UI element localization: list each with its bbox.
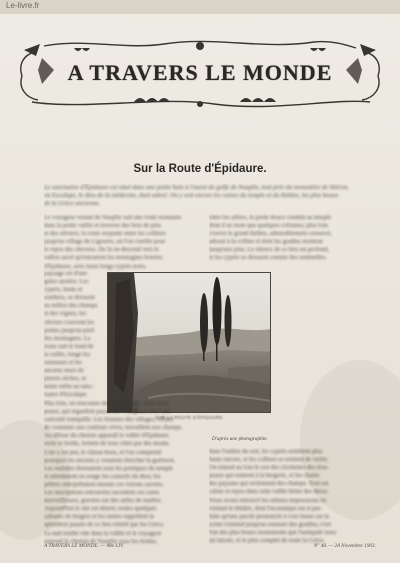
text-line: Au détour du chemin apparaît la vallée d'Épidaure, [44,432,170,440]
text-line: cabanes de bergers et les ruines rappellent la [44,513,155,521]
text-line: calme et repos dans cette vallée bénie des dieux. [209,488,329,496]
text-line: s'ouvre le grand théâtre, admirablement conservé, [209,230,332,238]
text-line: de costumes aux couleurs vives, travaillent aux champs. [44,424,183,432]
text-line: l'un des plus beaux monuments que l'antiquité nous [209,528,337,536]
text-line: paysage est d'une [44,270,88,277]
text-line: la vallée, longe les [44,350,91,358]
viewer-caption: Le-livre.fr [6,1,40,10]
text-line: reprend le chemin de Nauplie sous les étoiles. [44,537,158,545]
text-line: où Esculape, le dieu de la médecine, était adoré. On y voit encore les ruines du temple et du théâtre, les plus beaux [44,192,339,200]
text-line: Le sanctuaire d'Épidaure est situé dans une petite baie à l'ouest du golfe de Nauplie, tout près du monastère de Hiéron, [44,184,349,191]
text-line: Aujourd'hui le site est désert; seules quelques [44,505,157,513]
article-title: Sur la Route d'Épidaure. [133,163,267,175]
text-line: de la Grèce ancienne. [44,200,101,208]
text-line: jusqu'au village de Ligourio, où l'on s'arrête pour [44,238,166,246]
page-footer [44,543,376,553]
masthead [14,40,386,112]
masthead-title: A TRAVERS LE MONDE [67,60,333,85]
column-left-top [44,214,204,271]
text-line: cyprès, hauts et [44,286,83,294]
text-line: mène enfin au sanc- [44,383,94,391]
column-left-narrow [44,270,110,400]
text-line: Plus loin, on rencontre des bergers avec leurs trou- [44,400,170,407]
text-line: visitant le théâtre, dont l'acoustique est si par- [209,504,323,512]
text-line: prêtres interprétaient ensuite ces visions sacrées. [44,480,164,488]
text-line: On entend au loin le son des clochettes des trou- [209,464,329,472]
text-line: hauts encore, et les collines se teintent de violet. [209,456,329,464]
column-left-bottom [44,400,208,546]
photo-credit: D'après une photographie. [212,436,268,442]
text-line: dont il ne reste que quelques colonnes; plus loin [209,222,328,230]
text-line: des paysans qui reviennent des champs. Tout est [209,480,329,488]
text-line: tuaire d'Esculape. [44,391,88,399]
text-line: verte et fertile, fermée de tous côtés par des monts. [44,440,170,448]
article-intro [44,184,376,208]
text-line: splendeur passée de ce lieu vénéré par les Grecs. [44,521,165,529]
text-line: ruisseaux et les [44,359,82,367]
column-right-top [209,214,376,263]
text-line: grâce austère. Les [44,278,89,286]
footer-issue: N° 48. — 28 Novembre 1903. [313,543,376,549]
text-line: et des oliviers; la route serpente entre les collines [44,230,166,238]
text-line: pentes jusqu'au pied [44,326,94,334]
text-line: La nuit tombe vite dans la vallée et le voyageur [44,529,162,537]
text-line: des montagnes. La [44,334,91,342]
text-line: et des vignes; les [44,310,87,318]
text-line: Les inscriptions retrouvées racontent ces cures [44,489,160,497]
text-line: vallon sacré qu'entourent les montagnes boisées [44,254,163,262]
text-line: dans la petite vallée et traverse des bois de pins [44,222,162,230]
text-line: adossé à la colline et dont les gradins montent [209,238,323,246]
landscape-photo [107,272,271,413]
photo-caption-text: SUR LA ROUTE D'ÉPIDAURE [155,415,223,420]
text-line: pierres sèches, et [44,375,87,383]
text-line: oliviers couvrent les [44,318,95,326]
cypress-landscape-image [108,273,271,413]
text-line: au milieu des champs [44,302,98,310]
text-line: jusqu'aux pins. Le silence de ce lieu est profond, [209,246,330,254]
text-line: merveilleuses, gravées sur des stèles de marbre. [44,497,163,505]
text-line: pourquoi les anciens y venaient chercher la guérison. [44,456,176,464]
text-line: d'Épidaure, avec leurs longs cyprès noirs. [44,262,147,270]
text-line: et les cyprès se dressent comme des sentinelles. [209,254,327,262]
footer-publication: A TRAVERS LE MONDE. — 48e LIV. [44,543,124,549]
text-line: ait laissés, et le plus complet de toute la Grèce. [209,537,325,545]
text-line: Le voyageur venant de Nauplie suit une route montante [44,214,182,221]
text-line: Nous avons retrouvé les mêmes impressions en [209,496,327,504]
text-line: curiosité tranquille. Les femmes des villages, vêtues [44,416,174,424]
text-line: L'air y est pur, le climat doux, et l'on comprend [44,448,161,456]
text-line: route suit le fond de [44,342,94,350]
text-line: faite qu'une parole prononcée à voix basse sur la [209,512,330,520]
text-line: sombres, se dressent [44,294,95,302]
viewer-caption-bar [0,0,400,14]
text-line: scène s'entend jusqu'au sommet des gradins; c'est [209,520,331,528]
text-line: entre les arbres, la pente douce conduit au temple [209,214,332,221]
text-line: dans l'ombre du soir, les cyprès semblent plus [209,448,323,455]
text-line: peaux qui rentrent à la bergerie, et les chants [209,472,320,480]
text-line: et attendaient en songe les conseils du dieu; les [44,472,161,480]
text-line: Les malades dormaient sous les portiques du temple [44,464,174,472]
text-line: anciens murs de [44,367,84,375]
text-line: peaux, qui regardent passer les voyageurs avec une [44,408,171,416]
text-line: le repos des chevaux. De là on descend vers le [44,246,159,254]
column-right-bottom [209,448,376,545]
